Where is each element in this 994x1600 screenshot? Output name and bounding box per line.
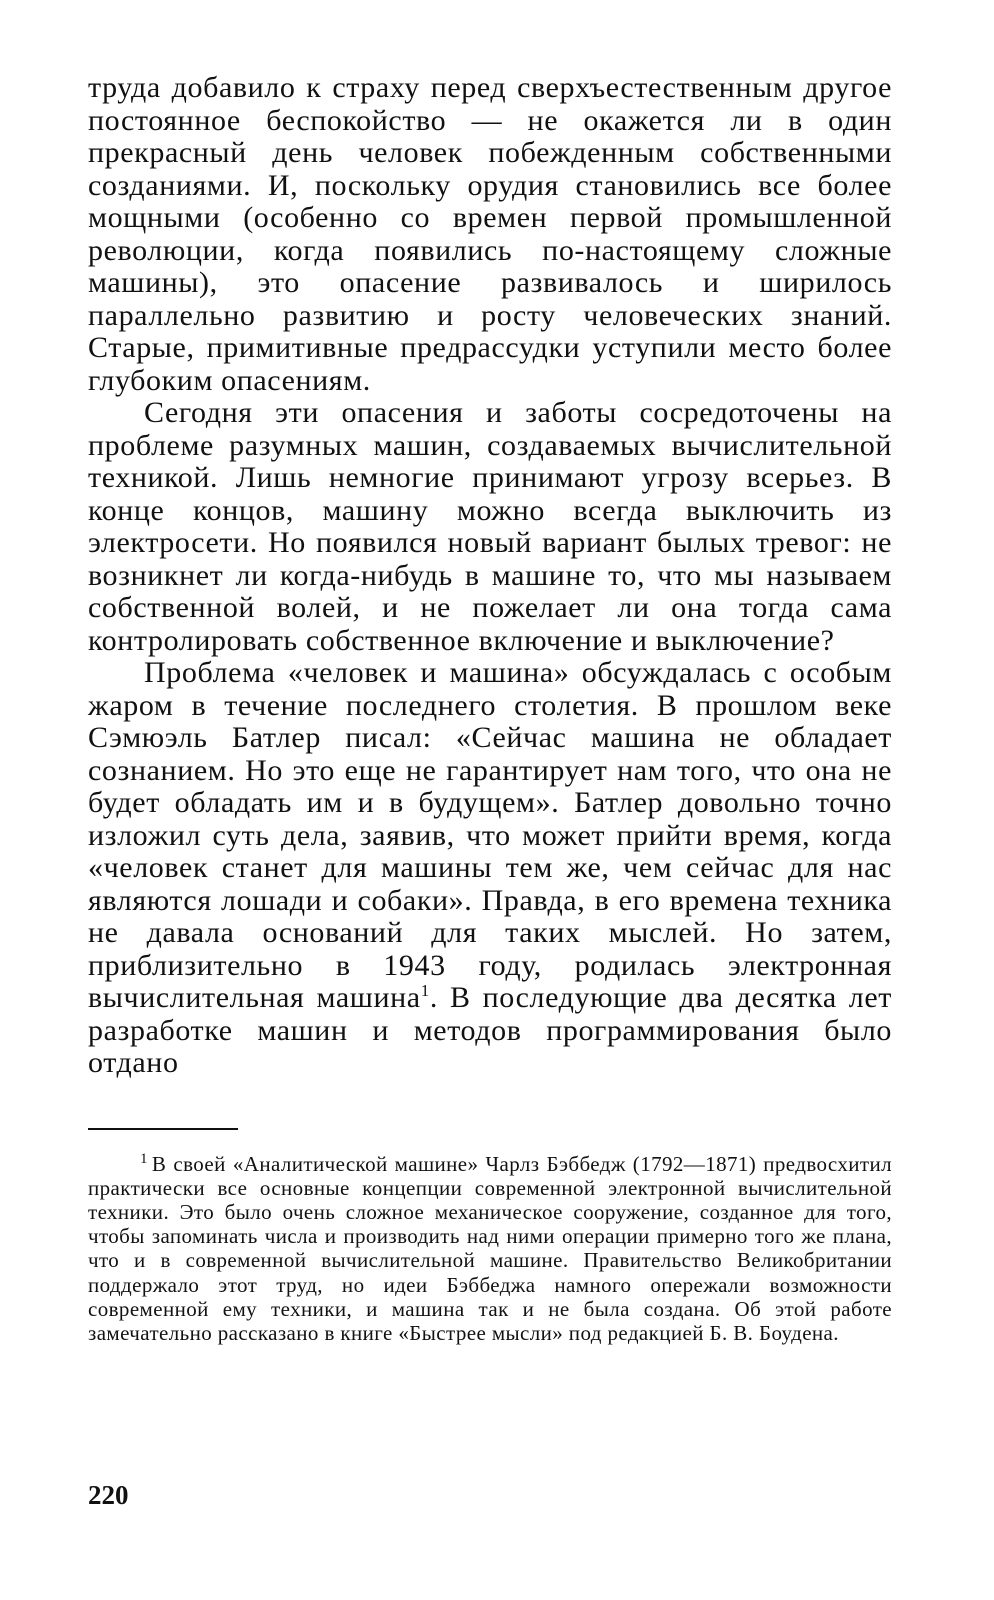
paragraph-3 (88, 657, 892, 1080)
paragraph-1: труда добавило к страху перед сверхъестественным другое постоянное беспокойство — не окажется ли в один прекрасный день человек побежденным собственными созданиями. И, поскольку орудия становились все более мощными (особенно со времен первой промышленной революции, когда появились по-настоящему сложные машины), это опасение развивалось и ширилось параллельно развитию и росту человеческих знаний. Старые, примитивные предрассудки уступили место более глубоким опасениям. (88, 71, 892, 397)
paragraph-3-text: Проблема «человек и машина» обсуждалась с особым жаром в течение последнего столетия. В прошлом веке Сэмюэль Батлер писал: «Сейчас машина не обладает сознанием. Но это еще не гарантирует нам того, что она не будет обладать им и в будущем». Батлер довольно точно изложил суть дела, заявив, что может прийти время, когда «человек станет для машины тем же, чем сейчас для нас являются лошади и собаки». Правда, в его времена техника не давала оснований для таких мыслей. Но затем, приблизительно в 1943 году, родилась электронная вычислительная машина (88, 656, 892, 1014)
footnote (88, 1152, 892, 1346)
main-text (88, 72, 892, 1080)
footnote-text: В своей «Аналитической машине» Чарлз Бэббедж (1792—1871) предвосхитил практически все основные концепции современной электронной вычислительной техники. Это было очень сложное механическое сооружение, созданное для того, чтобы запоминать числа и производить над ними операции примерно того же плана, что и в современной вычислительной машине. Правительство Великобритании поддержало этот труд, но идеи Бэббеджа намного опережали возможности современной ему техники, и машина так и не была создана. Об этой работе замечательно рассказано в книге «Быстрее мысли» под редакцией Б. В. Боудена. (88, 1151, 892, 1345)
page-content (88, 72, 892, 1345)
footnote-marker: 1 (140, 1150, 148, 1167)
page-number: 220 (88, 1480, 129, 1510)
paragraph-3-text-after: . В последующие два десятка лет разработке машин и методов программирования было отдано (88, 981, 892, 1079)
paragraph-2: Сегодня эти опасения и заботы сосредоточены на проблеме разумных машин, создаваемых вычислительной техникой. Лишь немногие принимают угрозу всерьез. В конце концов, машину можно всегда выключить из электросети. Но появился новый вариант былых тревог: не возникнет ли когда-нибудь в машине то, что мы называем собственной волей, и не пожелает ли она тогда сама контролировать собственное включение и выключение? (88, 396, 892, 657)
footnote-reference: 1 (420, 981, 430, 1000)
footnote-divider (88, 1128, 238, 1130)
